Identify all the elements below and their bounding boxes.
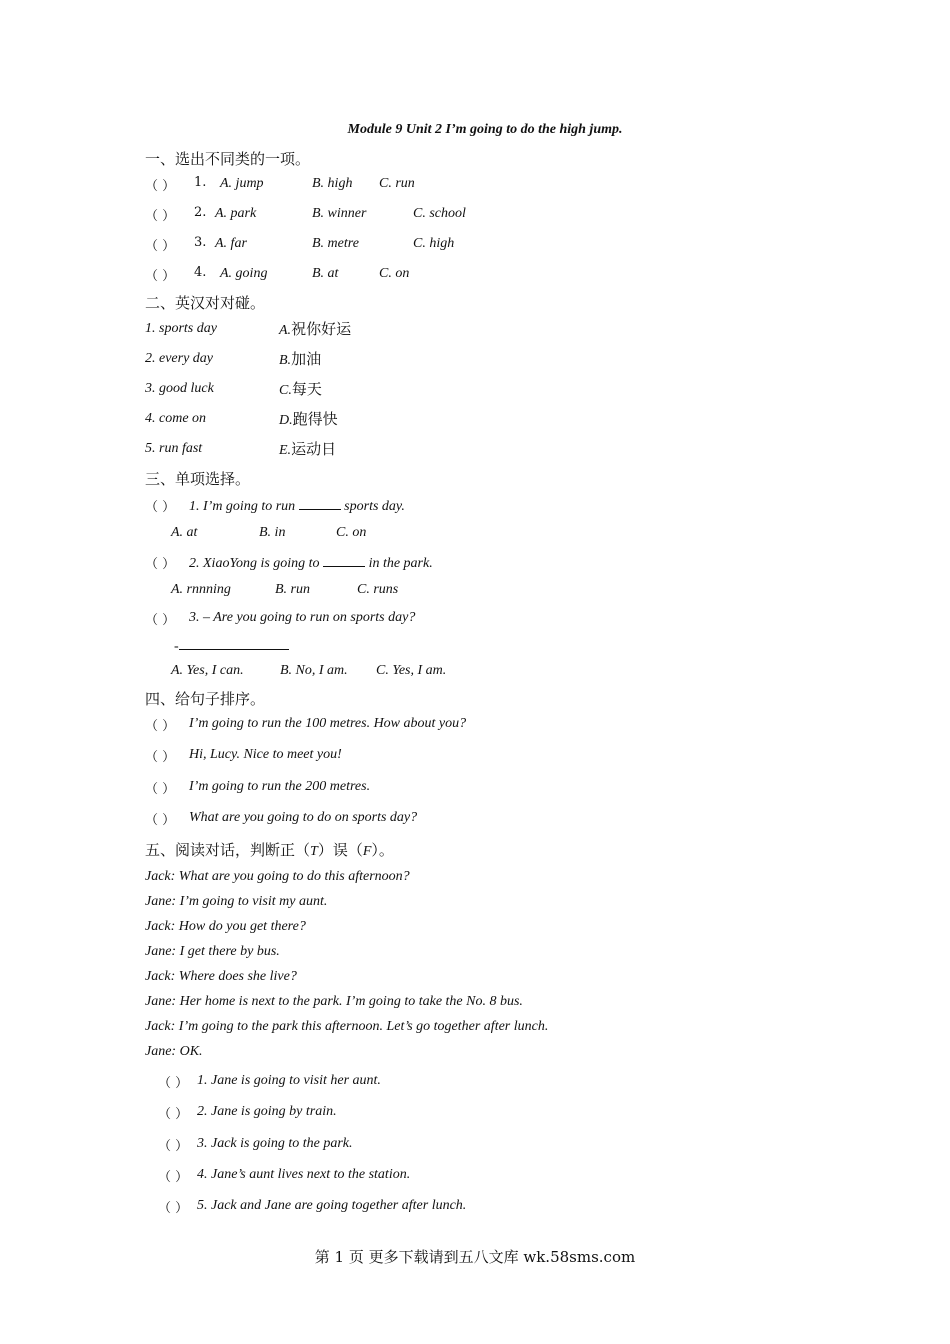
option-letter: A. xyxy=(279,323,292,338)
option-a: A. far xyxy=(215,236,247,251)
option-text: 跑得快 xyxy=(292,410,338,428)
statement-4: 4. Jane’s aunt lives next to the station. xyxy=(197,1167,411,1182)
item-number: 4. xyxy=(194,265,207,280)
answer-blank[interactable]: （ ） xyxy=(145,500,176,515)
dialogue-line: Jack: Where does she live? xyxy=(145,969,297,984)
answer-blank[interactable]: （ ） xyxy=(145,269,176,284)
dialogue-line: Jane: Her home is next to the park. I’m going to take the No. 8 bus. xyxy=(145,994,523,1009)
chinese-phrase xyxy=(279,378,322,399)
q3-option-b: B. No, I am. xyxy=(280,663,348,678)
english-phrase: 3. good luck xyxy=(145,381,214,396)
fill-blank[interactable] xyxy=(299,497,341,510)
option-c: C. high xyxy=(413,236,455,251)
q2-option-a: A. rnnning xyxy=(171,582,231,597)
dialogue-line: Jane: OK. xyxy=(145,1044,203,1059)
answer-blank[interactable]: （ ） xyxy=(145,179,176,194)
dialogue-line: Jack: I’m going to the park this afternoon. Let’s go together after lunch. xyxy=(145,1019,549,1034)
section3-heading: 三、单项选择。 xyxy=(145,470,251,488)
answer-blank[interactable]: （ ） xyxy=(145,557,176,572)
statement-3: 3. Jack is going to the park. xyxy=(197,1136,353,1151)
q3-option-a: A. Yes, I can. xyxy=(171,663,244,678)
page-title: Module 9 Unit 2 I’m going to do the high jump. xyxy=(347,122,623,137)
option-letter: B. xyxy=(279,353,292,368)
answer-blank[interactable]: （ ） xyxy=(158,1170,189,1185)
fill-blank[interactable] xyxy=(179,637,289,650)
item-number: 1. xyxy=(194,175,207,190)
answer-blank[interactable]: （ ） xyxy=(158,1201,189,1216)
answer-blank[interactable]: （ ） xyxy=(158,1107,189,1122)
option-text: 运动日 xyxy=(291,440,337,458)
item-number: 3. xyxy=(194,235,207,250)
q1-option-c: C. on xyxy=(336,525,367,540)
page-footer: 第 1 页 更多下载请到五八文库 wk.58sms.com xyxy=(314,1248,636,1266)
english-phrase: 1. sports day xyxy=(145,321,217,336)
option-c: C. run xyxy=(379,176,415,191)
english-phrase: 5. run fast xyxy=(145,441,203,456)
english-phrase: 2. every day xyxy=(145,351,214,366)
option-letter: C. xyxy=(279,383,292,398)
q2-option-c: C. runs xyxy=(357,582,399,597)
option-a: A. park xyxy=(215,206,257,221)
section4-heading: 四、给句子排序。 xyxy=(145,690,266,708)
statement-1: 1. Jane is going to visit her aunt. xyxy=(197,1073,381,1088)
answer-blank[interactable]: （ ） xyxy=(145,613,176,628)
q1-option-a: A. at xyxy=(171,525,198,540)
answer-blank[interactable]: （ ） xyxy=(158,1139,189,1154)
option-text: 每天 xyxy=(291,380,322,398)
dialogue-line: Jane: I’m going to visit my aunt. xyxy=(145,894,328,909)
option-text: 祝你好运 xyxy=(291,320,352,338)
option-letter: D. xyxy=(279,413,293,428)
section1-heading: 一、选出不同类的一项。 xyxy=(145,150,311,168)
statement-5: 5. Jack and Jane are going together after lunch. xyxy=(197,1198,467,1213)
dialogue-line: Jack: How do you get there? xyxy=(145,919,306,934)
sentence-3: I’m going to run the 200 metres. xyxy=(189,779,371,794)
chinese-phrase xyxy=(279,438,336,459)
sentence-1: I’m going to run the 100 metres. How about you? xyxy=(189,716,467,731)
statement-2: 2. Jane is going by train. xyxy=(197,1104,337,1119)
question-2: 2. XiaoYong is going to in the park. xyxy=(189,556,433,571)
option-text: 加油 xyxy=(291,350,322,368)
option-b: B. metre xyxy=(312,236,359,251)
option-c: C. on xyxy=(379,266,410,281)
item-number: 2. xyxy=(194,205,207,220)
chinese-phrase xyxy=(279,408,338,429)
section5-heading: 五、阅读对话，判断正（T）误（F）。 xyxy=(145,841,394,859)
fill-blank[interactable] xyxy=(323,554,365,567)
chinese-phrase xyxy=(279,318,351,339)
answer-blank[interactable]: （ ） xyxy=(145,239,176,254)
answer-blank[interactable]: （ ） xyxy=(145,209,176,224)
option-b: B. at xyxy=(312,266,339,281)
answer-blank[interactable]: （ ） xyxy=(145,719,176,734)
question-3: 3. – Are you going to run on sports day? xyxy=(189,610,416,625)
option-a: A. jump xyxy=(220,176,264,191)
option-b: B. high xyxy=(312,176,353,191)
q1-option-b: B. in xyxy=(259,525,286,540)
q3-answer-line: - xyxy=(174,637,289,655)
q2-option-b: B. run xyxy=(275,582,310,597)
answer-blank[interactable]: （ ） xyxy=(145,813,176,828)
sentence-4: What are you going to do on sports day? xyxy=(189,810,418,825)
option-c: C. school xyxy=(413,206,466,221)
sentence-2: Hi, Lucy. Nice to meet you! xyxy=(189,747,342,762)
answer-blank[interactable]: （ ） xyxy=(145,782,176,797)
dialogue-line: Jane: I get there by bus. xyxy=(145,944,280,959)
section2-heading: 二、英汉对对碰。 xyxy=(145,294,266,312)
english-phrase: 4. come on xyxy=(145,411,207,426)
answer-blank[interactable]: （ ） xyxy=(158,1076,189,1091)
option-letter: E. xyxy=(279,443,292,458)
option-b: B. winner xyxy=(312,206,367,221)
dialogue-line: Jack: What are you going to do this afternoon? xyxy=(145,869,410,884)
option-a: A. going xyxy=(220,266,268,281)
q3-option-c: C. Yes, I am. xyxy=(376,663,447,678)
answer-blank[interactable]: （ ） xyxy=(145,750,176,765)
question-1: 1. I’m going to run sports day. xyxy=(189,499,405,514)
chinese-phrase xyxy=(279,348,321,369)
